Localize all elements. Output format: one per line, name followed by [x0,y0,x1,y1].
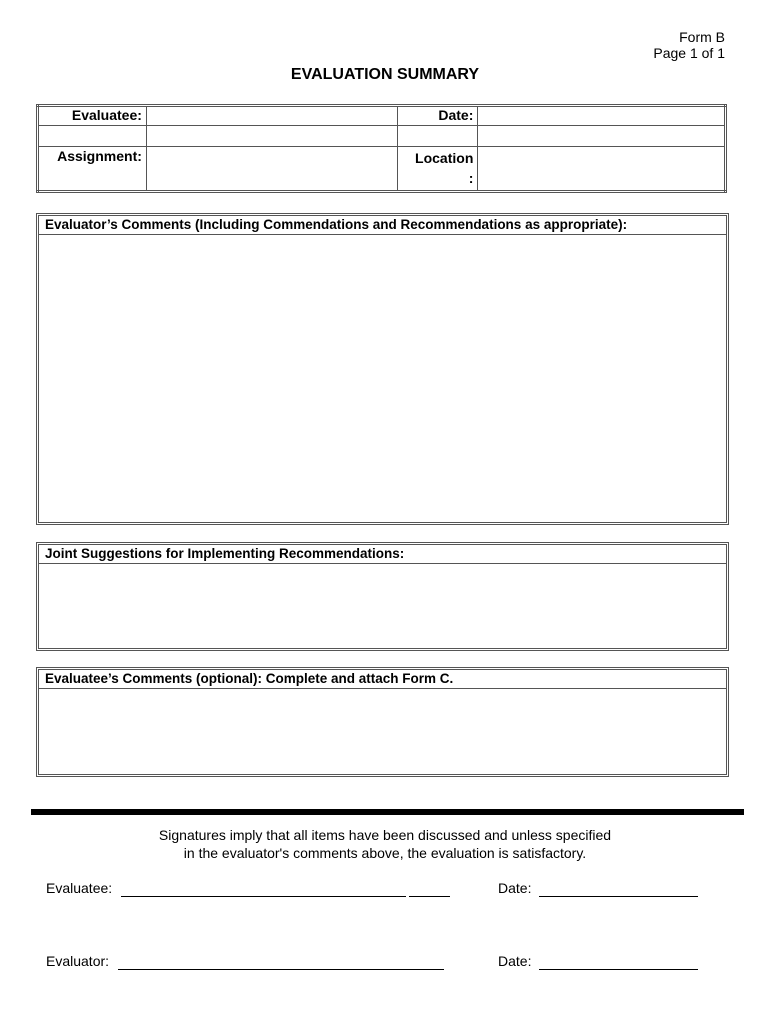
location-field[interactable] [478,147,726,192]
info-row-assignment [38,147,726,192]
evaluatee-comments-header: Evaluatee’s Comments (optional): Complete and attach Form C. [39,670,726,689]
evaluator-comments-header: Evaluator’s Comments (Including Commendations and Recommendations as appropriate): [39,216,726,235]
evaluatee-date-line[interactable] [539,895,698,897]
spacer-cell [38,126,147,147]
evaluatee-field[interactable] [146,106,398,126]
evaluatee-field-extra[interactable] [146,126,398,147]
evaluatee-comments-field[interactable] [39,689,726,774]
spacer-cell [398,126,478,147]
evaluatee-comments-box [36,667,729,777]
form-label: Form B [679,29,725,45]
evaluatee-signature-line-extra[interactable] [409,895,450,897]
evaluator-signature-label: Evaluator: [46,953,110,969]
evaluator-date-label: Date: [498,953,532,969]
location-label-text: Location [415,150,474,166]
signature-note-line2: in the evaluator's comments above, the evaluation is satisfactory. [183,845,587,861]
info-row-spacer [38,126,726,147]
evaluator-comments-field[interactable] [39,235,726,522]
joint-suggestions-box [36,542,729,651]
section-divider [31,809,744,815]
joint-suggestions-header: Joint Suggestions for Implementing Recommendations: [39,545,726,564]
location-label [398,147,478,192]
form-identifier [653,29,725,61]
date-field[interactable] [478,106,726,126]
page-title: EVALUATION SUMMARY [290,66,480,83]
date-label: Date: [398,106,478,126]
info-row-evaluatee [38,106,726,126]
date-field-extra[interactable] [478,126,726,147]
joint-suggestions-field[interactable] [39,564,726,648]
evaluatee-signature-line[interactable] [121,895,406,897]
evaluator-signature-line[interactable] [118,968,444,970]
page-label: Page 1 of 1 [653,45,725,61]
signature-note-line1: Signatures imply that all items have been discussed and unless specified [158,827,612,843]
evaluatee-signature-label: Evaluatee: [46,880,113,896]
assignment-label: Assignment: [38,147,147,192]
signature-note [0,826,770,862]
location-label-colon: : [468,170,474,186]
evaluator-comments-box [36,213,729,525]
assignment-field[interactable] [146,147,398,192]
evaluation-info-table [36,104,727,193]
evaluatee-label: Evaluatee: [38,106,147,126]
evaluatee-date-label: Date: [498,880,532,896]
evaluator-date-line[interactable] [539,968,698,970]
